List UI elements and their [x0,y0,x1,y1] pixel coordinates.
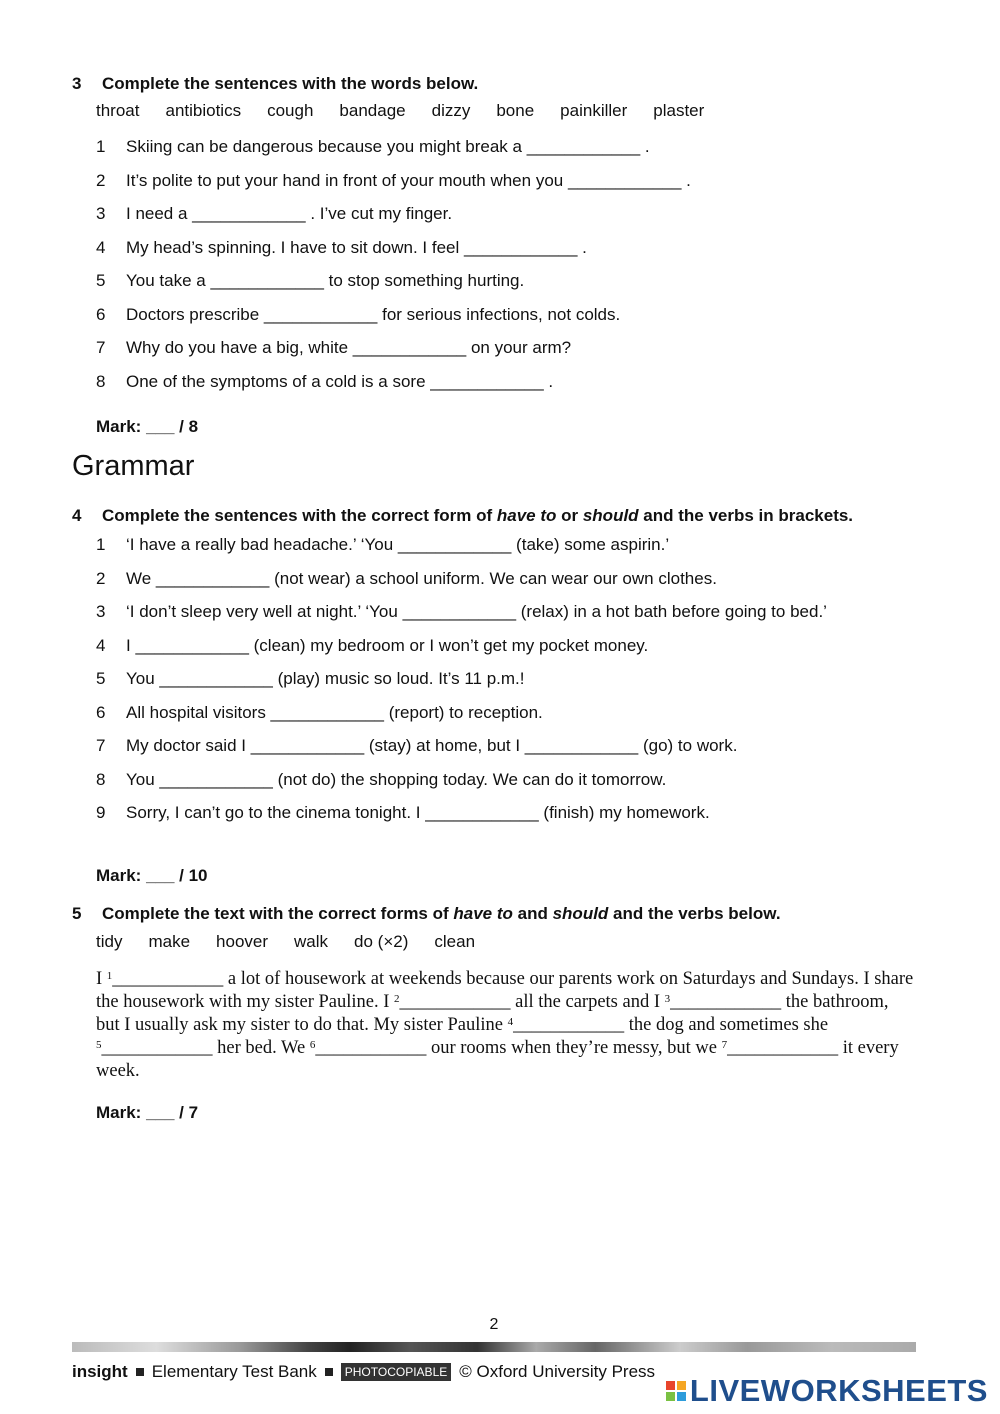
footer-publisher: © Oxford University Press [459,1362,656,1381]
exercise-instruction: Complete the sentences with the correct form of have to or should and the verbs in brackets. [102,506,854,525]
liveworksheets-watermark [666,1373,988,1409]
exercise-5 [72,903,940,1083]
sentence-item[interactable]: 4 I ____________ (clean) my bedroom or I won’t get my pocket money. [96,635,649,655]
word-bank-item: dizzy [431,101,471,120]
exercise-instruction: Complete the text with the correct forms of have to and should and the verbs below. [102,904,781,923]
sentence-item[interactable]: 8 You ____________ (not do) the shopping today. We can do it tomorrow. [96,769,667,789]
sentence-list [96,535,940,837]
sentence-item[interactable]: 2 We ____________ (not wear) a school uniform. We can wear our own clothes. [96,568,717,588]
photocopiable-badge: PHOTOCOPIABLE [341,1363,451,1381]
sentence-item[interactable]: 3 ‘I don’t sleep very well at night.’ ‘You ____________ (relax) in a hot bath before going to bed.’ [96,602,827,621]
exercise-number: 5 [72,904,82,923]
exercise-number: 4 [72,506,82,525]
sentence-item[interactable]: 9 Sorry, I can’t go to the cinema tonight. I ____________ (finish) my homework. [96,803,710,822]
exercise-3 [72,73,940,405]
word-bank-item: do (×2) [354,932,409,951]
page-number: 2 [489,1316,499,1333]
word-bank [96,932,940,968]
sentence-item[interactable]: 8 One of the symptoms of a cold is a sore ____________ . [96,371,554,391]
word-bank-item: tidy [96,932,123,951]
word-bank-item: bone [496,101,535,120]
exercise-instruction: Complete the sentences with the words below. [102,74,479,93]
sentence-item[interactable]: 1 Skiing can be dangerous because you might break a ____________ . [96,137,650,156]
sentence-item[interactable]: 5 You take a ____________ to stop something hurting. [96,271,525,290]
word-bank-item: make [148,932,191,951]
word-bank [96,101,940,137]
word-bank-item: cough [267,101,314,120]
sentence-item[interactable]: 7 Why do you have a big, white ____________ on your arm? [96,338,572,357]
sentence-list [96,137,940,405]
exercise-number: 3 [72,74,82,93]
mark-ex3: Mark: ___ / 8 [96,417,199,436]
section-title: Grammar [72,450,195,482]
liveworksheets-logo-icon [666,1381,686,1401]
square-bullet-icon [136,1368,144,1376]
mark-ex5: Mark: ___ / 7 [96,1103,199,1122]
footer-book: Elementary Test Bank [151,1362,317,1381]
word-bank-item: throat [96,101,140,120]
word-bank-item: bandage [339,101,406,120]
footer [72,1362,655,1382]
exercise-5-heading [72,903,940,924]
word-bank-item: clean [434,932,476,951]
footer-stripe [72,1342,916,1352]
exercise-4 [72,505,940,837]
mark-ex4: Mark: ___ / 10 [96,866,208,885]
word-bank-item: walk [294,932,329,951]
sentence-item[interactable]: 3 I need a ____________ . I’ve cut my finger. [96,204,453,223]
watermark-text: LIVEWORKSHEETS [689,1373,988,1408]
exercise-4-heading [72,505,940,526]
sentence-item[interactable]: 1 ‘I have a really bad headache.’ ‘You ____________ (take) some aspirin.’ [96,535,670,554]
word-bank-item: antibiotics [165,101,242,120]
word-bank-item: painkiller [560,101,628,120]
sentence-item[interactable]: 5 You ____________ (play) music so loud. It’s 11 p.m.! [96,669,525,688]
footer-brand: insight [72,1362,128,1381]
gap-fill-text[interactable]: I $^1$____________ a lot of housework at weekends because our parents work on Saturdays and Sundays. I share the housework with my sister Pauline. I $^2$____________ all the carpets and I $^3$____________ the bathroom, but I usually ask my sister to do that. My sister Pauline $^4$____________ the dog and sometimes she $^5$____________ her bed. We $^6$____________ our rooms when they’re messy, but we $^7$____________ it every week. [96,969,914,1081]
sentence-item[interactable]: 2 It’s polite to put your hand in front of your mouth when you ____________ . [96,170,691,190]
word-bank-item: hoover [216,932,269,951]
word-bank-item: plaster [653,101,705,120]
sentence-item[interactable]: 6 Doctors prescribe ____________ for serious infections, not colds. [96,304,621,324]
sentence-item[interactable]: 7 My doctor said I ____________ (stay) at home, but I ____________ (go) to work. [96,736,738,755]
sentence-item[interactable]: 6 All hospital visitors ____________ (report) to reception. [96,702,543,722]
exercise-3-heading [72,73,940,94]
square-bullet-icon [325,1368,333,1376]
sentence-item[interactable]: 4 My head’s spinning. I have to sit down. I feel ____________ . [96,237,587,257]
